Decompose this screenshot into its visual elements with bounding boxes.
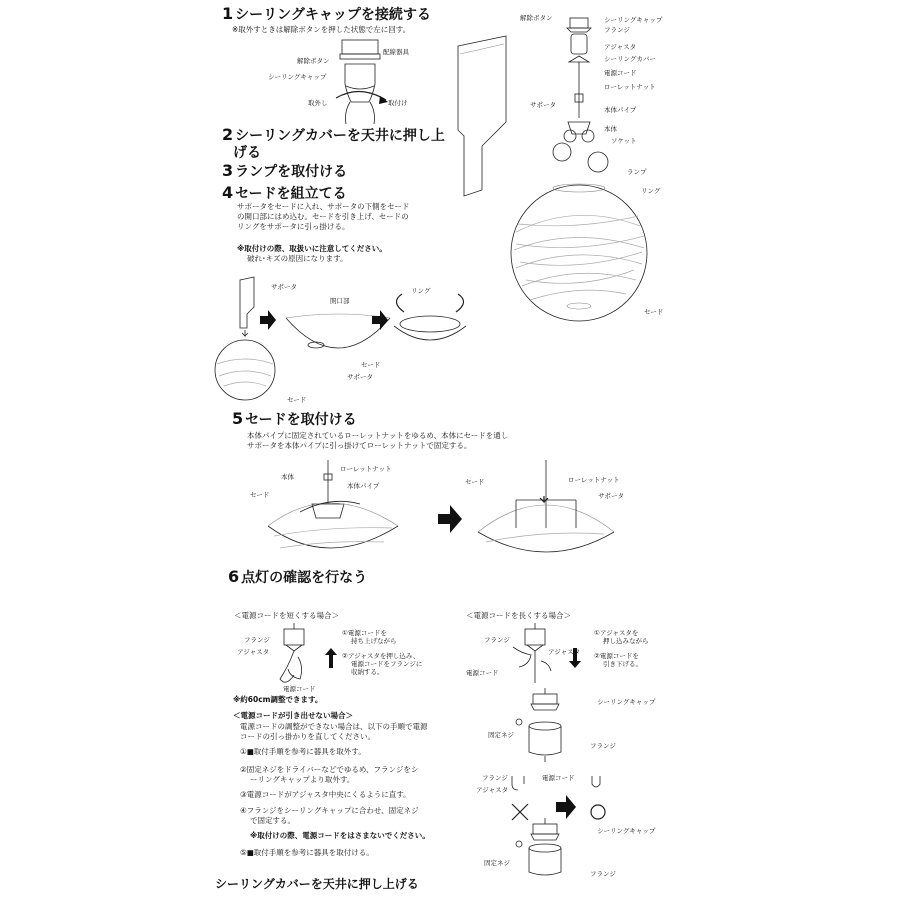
right-label-cap: シーリングキャップ: [604, 16, 663, 24]
fig5-label-nut2: ローレットナット: [568, 476, 620, 484]
long-instr-1a: ①アジャスタを: [594, 629, 639, 637]
fig1-label-remove: 取外し: [308, 99, 328, 107]
pendant-assembly-diagram: [440, 10, 700, 330]
shade-mount-diagram: [260, 456, 640, 566]
right-label-cord: 電源コード: [604, 69, 637, 77]
step4-body-2: の開口部にはめ込む。セードを引き上げ、セードの: [237, 212, 409, 221]
short-instr-2b: 電源コードをフランジに: [351, 660, 423, 668]
short-label-cord: 電源コード: [283, 685, 316, 693]
fig5-label-shade2: セード: [465, 478, 485, 486]
fig1-label-kaijo: 解除ボタン: [297, 57, 330, 65]
long-label-cord: 電源コード: [466, 669, 499, 677]
step1-note: ※取外すときは解除ボタンを押した状態で左に回す。: [232, 25, 411, 34]
short-instr-1a: ①電源コードを: [342, 629, 387, 637]
fix-label-adjuster: アジャスタ: [476, 786, 509, 794]
cannot-warning: ※取付けの際、電源コードをはさまないでください。: [250, 831, 430, 840]
step5-body-2: サポータを本体パイプに引っ掛けてローレットナットで固定する。: [247, 441, 472, 450]
step6-heading: 6 点灯の確認を行なう: [228, 567, 368, 586]
short-up-arrow: [325, 648, 337, 668]
footer-heading: シーリングカバーを天井に押し上げる: [215, 877, 419, 891]
step4-warning-2: 破れ･キズの原因になります。: [247, 254, 348, 263]
right-label-adjuster: アジャスタ: [604, 43, 637, 51]
fig4-label-supporter2: サポータ: [347, 373, 373, 381]
fix-label-screw2: 固定ネジ: [484, 859, 510, 867]
fig4-label-shade2: セード: [287, 396, 307, 404]
short-label-flange: フランジ: [244, 636, 270, 644]
right-label-pipe: 本体パイプ: [604, 106, 637, 114]
right-label-ring: リング: [641, 187, 661, 195]
short-instr-2a: ②アジャスタを押し込み、: [342, 652, 420, 660]
right-label-body: 本体: [604, 125, 617, 133]
cannot-intro-2: コードの引っ掛かりを直してください。: [240, 732, 375, 741]
fig4-label-opening: 開口部: [330, 297, 350, 305]
cannot-step-2a: ②固定ネジをドライバーなどでゆるめ、フランジをシ: [240, 765, 419, 774]
fig4-label-shade1: セード: [361, 361, 381, 369]
cannot-step-3: ③電源コードがアジャスタ中央にくるように直す。: [240, 790, 411, 799]
fix-label-flange2: フランジ: [482, 774, 508, 782]
fig5-label-shade: セード: [250, 491, 270, 499]
fig5-label-pipe: 本体パイプ: [347, 482, 380, 490]
short-instr-2c: 収納する。: [351, 668, 384, 676]
step4-body-1: サポータをセードに入れ、サポータの下側をセード: [237, 202, 410, 211]
fig5-label-nut: ローレットナット: [340, 465, 392, 473]
fix-label-flange: フランジ: [590, 742, 616, 750]
step4-body-3: リングをサポータに引っ掛ける。: [237, 222, 350, 231]
short-cord-diagram: [268, 623, 328, 693]
fig1-label-cap: シーリングキャップ: [268, 73, 327, 81]
short-label-adjuster: アジャスタ: [237, 648, 270, 656]
step5-body-1: 本体パイプに固定されているローレットナットをゆるめ、本体にセードを通し: [247, 431, 509, 440]
long-label-adjuster: アジャスタ: [548, 648, 581, 656]
right-label-supporter: サポータ: [530, 101, 556, 109]
step1-heading: 1 シーリングキャップを接続する: [222, 4, 431, 23]
fix-label-cap2: シーリングキャップ: [597, 827, 656, 835]
right-label-nut: ローレットナット: [604, 83, 656, 91]
right-label-flange: フランジ: [604, 26, 630, 34]
step2-heading: 2 シーリングカバーを天井に押し上: [222, 125, 445, 144]
step2-heading-cont: げる: [233, 145, 261, 161]
fig5-label-supporter: サポータ: [598, 492, 624, 500]
fig4-label-supporter: サポータ: [271, 283, 297, 291]
long-instr-1b: 押し込みながら: [603, 637, 649, 645]
cannot-step-5: ⑤■取付手順を参考に器具を取付ける。: [240, 848, 374, 857]
short-instr-1b: 持ち上げながら: [351, 637, 397, 645]
right-label-lamp: ランプ: [627, 168, 647, 176]
right-label-shade: セード: [644, 308, 664, 316]
cannot-step-4b: で固定する。: [250, 816, 295, 825]
right-label-socket: ソケット: [611, 137, 637, 145]
fig4-label-ring: リング: [411, 287, 431, 295]
fix-label-cord: 電源コード: [542, 774, 575, 782]
shade-assembly-diagram: [212, 268, 472, 403]
adjust-range-note: ※約60cm調整できます。: [233, 695, 323, 704]
fix-label-cap: シーリングキャップ: [597, 698, 656, 706]
right-label-kaijo: 解除ボタン: [520, 14, 553, 22]
step4-heading: 4 セードを組立てる: [222, 183, 347, 202]
long-cord-title: ＜電源コードを長くする場合＞: [466, 611, 571, 620]
cannot-step-4a: ④フランジをシーリングキャップに合わせ、固定ネジ: [240, 806, 419, 815]
right-label-cover: シーリングカバー: [604, 55, 656, 63]
long-instr-2a: ②電源コードを: [594, 652, 639, 660]
fix-label-flange3: フランジ: [590, 870, 616, 878]
cannot-intro-1: 電源コードの調整ができない場合は、以下の手順で電源: [240, 722, 428, 731]
fix-label-screw: 固定ネジ: [488, 731, 514, 739]
fig1-label-haisen: 配線器具: [383, 48, 409, 56]
long-instr-2b: 引き下げる。: [603, 660, 642, 668]
fig1-label-attach: 取付け: [388, 99, 408, 107]
long-label-flange: フランジ: [484, 636, 510, 644]
step3-heading: 3 ランプを取付ける: [222, 161, 348, 180]
short-cord-title: ＜電源コードを短くする場合＞: [234, 611, 339, 620]
cannot-title: ＜電源コードが引き出せない場合＞: [233, 711, 353, 720]
fig5-label-body: 本体: [281, 473, 294, 481]
step4-warning: ※取付けの際、取扱いに注意してください。: [237, 244, 387, 253]
step5-heading: 5 セードを取付ける: [232, 409, 357, 428]
cannot-step-2b: ーリングキャップより取外す。: [250, 775, 355, 784]
cannot-step-1: ①■取付手順を参考に器具を取外す。: [240, 747, 366, 756]
